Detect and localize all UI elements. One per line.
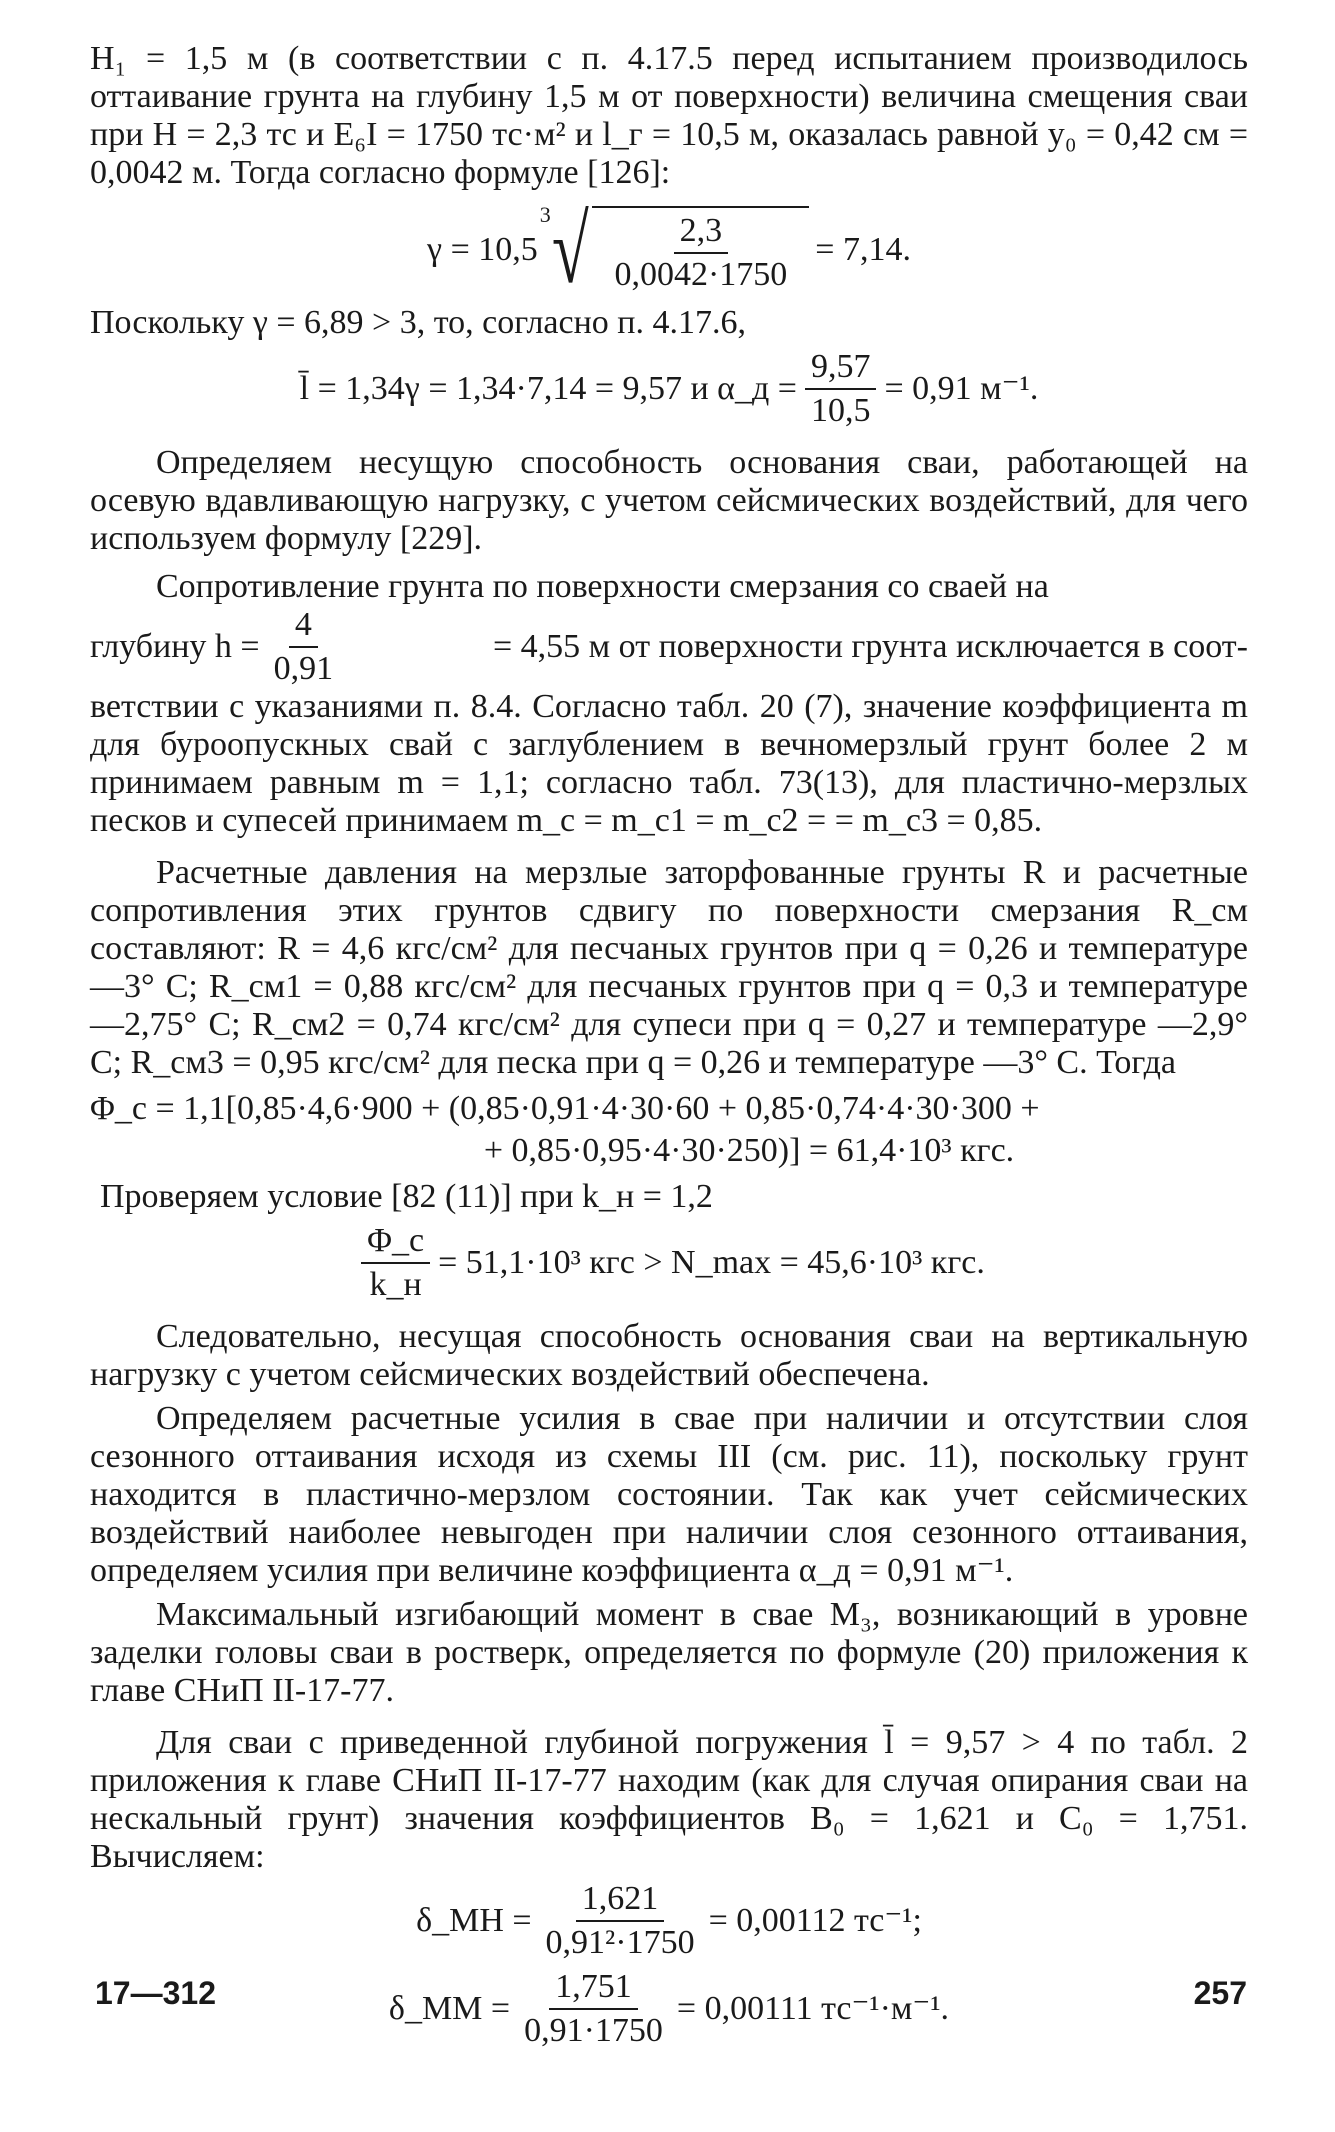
denominator: 0,91 bbox=[273, 650, 334, 687]
numerator: 1,621 bbox=[576, 1880, 665, 1922]
denominator: k_н bbox=[369, 1266, 422, 1303]
formula-gamma bbox=[90, 196, 1248, 303]
page-footer bbox=[95, 1975, 1247, 2012]
formula-condition bbox=[90, 1222, 1248, 1304]
formula-gamma-rhs: = 7,14. bbox=[815, 231, 911, 268]
formula-l bbox=[90, 348, 1248, 430]
root-index: 3 bbox=[539, 202, 551, 227]
page-number: 257 bbox=[1193, 1975, 1247, 2011]
formula-l-rhs: = 0,91 м⁻¹. bbox=[884, 370, 1039, 407]
formula-phi-line-2: + 0,85·0,95·4·30·250)] = 61,4·10³ кгс. bbox=[483, 1132, 1015, 1169]
radicand bbox=[592, 206, 809, 294]
paragraph-proveryaem: Проверяем условие [82 (11)] при k_н = 1,2 bbox=[100, 1178, 713, 1215]
radical-sign: √ bbox=[551, 196, 589, 303]
formula-delta-mh-lhs: δ_MH = bbox=[416, 1902, 532, 1939]
fraction bbox=[268, 606, 340, 688]
denominator: 0,91²·1750 bbox=[545, 1924, 695, 1961]
paragraph-sledovatelno: Следовательно, несущая способность основания сваи на вертикальную нагрузку с учетом сейсмических воздействий обеспечена. bbox=[90, 1318, 1248, 1393]
formula-gamma-lhs: γ = 10,5 bbox=[427, 231, 538, 268]
numerator: 9,57 bbox=[805, 348, 877, 390]
glubina-label: глубину h = bbox=[90, 628, 260, 665]
fraction bbox=[540, 1880, 701, 1962]
cube-root bbox=[539, 196, 810, 303]
denominator: 0,0042·1750 bbox=[614, 256, 788, 293]
formula-phi-line-1: Φ_c = 1,1[0,85·4,6·900 + (0,85·0,91·4·30·60 + 0,85·0,74·4·30·300 + bbox=[90, 1090, 1040, 1127]
formula-delta-mh bbox=[90, 1880, 1248, 1962]
paragraph-opredelyaem-1: Определяем несущую способность основания сваи, работающей на осевую вдавливающую нагрузку, с учетом сейсмических воздействий, для чего используем формулу [229]. bbox=[90, 444, 1248, 557]
numerator: Φ_c bbox=[361, 1222, 430, 1264]
paragraph-poskolku: Поскольку γ = 6,89 > 3, то, согласно п. 4.17.6, bbox=[90, 304, 746, 341]
signature-mark: 17—312 bbox=[95, 1975, 216, 2011]
fraction bbox=[608, 212, 793, 294]
document-page bbox=[90, 40, 1248, 2056]
paragraph-raschetnye: Расчетные давления на мерзлые заторфованные грунты R и расчетные сопротивления этих грунтов сдвигу по поверхности смерзания R_см составляют: R = 4,6 кгс/см² для песчаных грунтов при q = 0,26 и температуре —3° С; R_см1 = 0,88 кгс/см² для песчаных грунтов при q = 0,3 и температуре —2,75° С; R_см2 = 0,74 кгс/см² для супеси при q = 0,27 и температуре —2,9° С; R_см3 = 0,95 кгс/см² для песка при q = 0,26 и температуре —3° С. Тогда bbox=[90, 854, 1248, 1081]
formula-delta-mm-rhs: = 0,00111 тс⁻¹·м⁻¹. bbox=[676, 1990, 950, 2027]
formula-condition-rhs: = 51,1·10³ кгс > N_max = 45,6·10³ кгс. bbox=[438, 1244, 985, 1281]
formula-delta-mm-lhs: δ_MM = bbox=[388, 1990, 511, 2027]
fraction bbox=[361, 1222, 430, 1304]
numerator: 1,751 bbox=[549, 1968, 638, 2010]
numerator: 4 bbox=[289, 606, 318, 648]
paragraph-dlya-svai: Для сваи с приведенной глубиной погружения l̄ = 9,57 > 4 по табл. 2 приложения к главе СНиП II-17-77 находим (как для случая опирания сваи на нескальный грунт) значения коэффициентов B₀ = 1,621 и C₀ = 1,751. Вычисляем: bbox=[90, 1724, 1248, 1875]
paragraph-soprotivlenie-c: ветствии с указаниями п. 8.4. Согласно табл. 20 (7), значение коэффициента m для буроопускных свай с заглублением в вечномерзлый грунт более 2 м принимаем равным m = 1,1; согласно табл. 73(13), для пластично-мерзлых песков и супесей принимаем m_c = m_c1 = m_c2 = = m_c3 = 0,85. bbox=[90, 688, 1248, 839]
fraction bbox=[805, 348, 877, 430]
paragraph-intro: H₁ = 1,5 м (в соответствии с п. 4.17.5 перед испытанием производилось оттаивание грунта на глубину 1,5 м от поверхности) величина смещения сваи при H = 2,3 тс и E₆I = 1750 тс·м² и l_г = 10,5 м, оказалась равной y₀ = 0,42 см = 0,0042 м. Тогда согласно формуле [126]: bbox=[90, 40, 1248, 191]
paragraph-opredelyaem-2: Определяем расчетные усилия в свае при наличии и отсутствии слоя сезонного оттаивания исходя из схемы III (см. рис. 11), поскольку грунт находится в пластично-мерзлом состоянии. Так как учет сейсмических воздействий наиболее невыгоден при наличии слоя сезонного оттаивания, определяем усилия при величине коэффициента α_д = 0,91 м⁻¹. bbox=[90, 1400, 1248, 1589]
formula-delta-mh-rhs: = 0,00112 тс⁻¹; bbox=[708, 1902, 922, 1939]
paragraph-soprotivlenie-a: Сопротивление грунта по поверхности смерзания со сваей на bbox=[156, 568, 1049, 605]
denominator: 0,91·1750 bbox=[524, 2012, 663, 2049]
line-glubina bbox=[90, 606, 1248, 688]
glubina-rest: = 4,55 м от поверхности грунта исключается в соот- bbox=[492, 628, 1248, 665]
denominator: 10,5 bbox=[810, 392, 871, 429]
formula-l-lhs: l̄ = 1,34γ = 1,34·7,14 = 9,57 и α_д = bbox=[299, 370, 797, 407]
paragraph-maksimalnyi: Максимальный изгибающий момент в свае M₃, возникающий в уровне заделки головы сваи в ростверк, определяется по формуле (20) приложения к главе СНиП II-17-77. bbox=[90, 1596, 1248, 1709]
numerator: 2,3 bbox=[674, 212, 729, 254]
